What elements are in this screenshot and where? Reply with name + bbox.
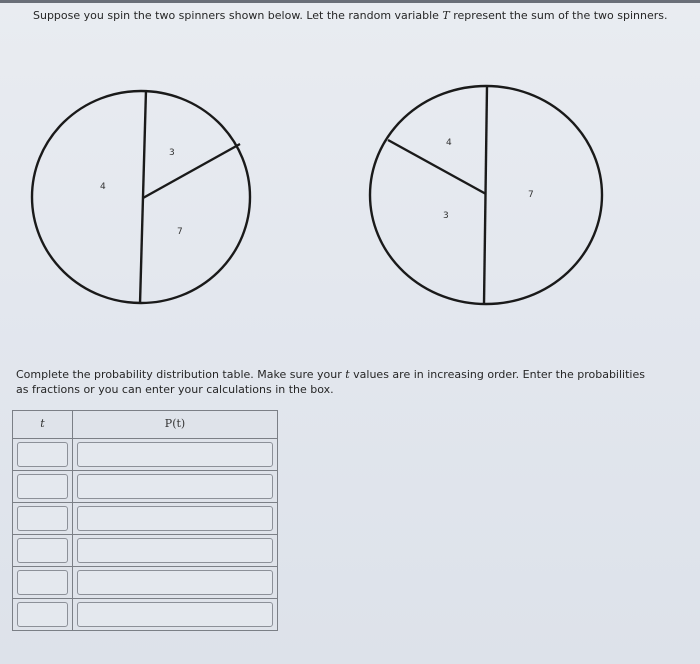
spinner-1 [30, 86, 260, 310]
spinner-2-label-2: 3 [443, 211, 449, 221]
probability-input-4[interactable] [77, 538, 273, 563]
table-row [13, 535, 278, 567]
top-border [0, 0, 700, 3]
probability-input-5[interactable] [77, 570, 273, 595]
probability-input-2[interactable] [77, 474, 273, 499]
t-value-input-5[interactable] [17, 570, 68, 595]
column-header-probability: P(t) [73, 411, 278, 439]
spinner-1-label-1: 4 [100, 182, 106, 192]
t-value-input-3[interactable] [17, 506, 68, 531]
table-row [13, 471, 278, 503]
probability-input-6[interactable] [77, 602, 273, 627]
table-row [13, 567, 278, 599]
spinner-1-label-2: 7 [177, 227, 183, 237]
t-value-input-2[interactable] [17, 474, 68, 499]
t-value-input-4[interactable] [17, 538, 68, 563]
probability-input-3[interactable] [77, 506, 273, 531]
variable-T: T [442, 9, 450, 22]
spinner-1-label-0: 3 [169, 148, 175, 158]
spinner-2-label-0: 4 [446, 138, 452, 148]
variable-t: t [345, 368, 350, 381]
probability-input-1[interactable] [77, 442, 273, 467]
table-row [13, 599, 278, 631]
t-value-input-1[interactable] [17, 442, 68, 467]
probability-distribution-table [12, 410, 278, 631]
spinner-2-label-1: 7 [528, 190, 534, 200]
table-row [13, 503, 278, 535]
column-header-t: t [13, 411, 73, 439]
spinner-2 [368, 82, 606, 308]
table-header-row [13, 411, 278, 439]
table-row [13, 439, 278, 471]
t-value-input-6[interactable] [17, 602, 68, 627]
table-instructions: Complete the probability distribution table. Make sure your t values are in increasing order. Enter the probabilities as fractions or you can enter your calculations in the box. [16, 368, 645, 396]
problem-statement: Suppose you spin the two spinners shown below. Let the random variable T represent the sum of the two spinners. [33, 9, 668, 22]
